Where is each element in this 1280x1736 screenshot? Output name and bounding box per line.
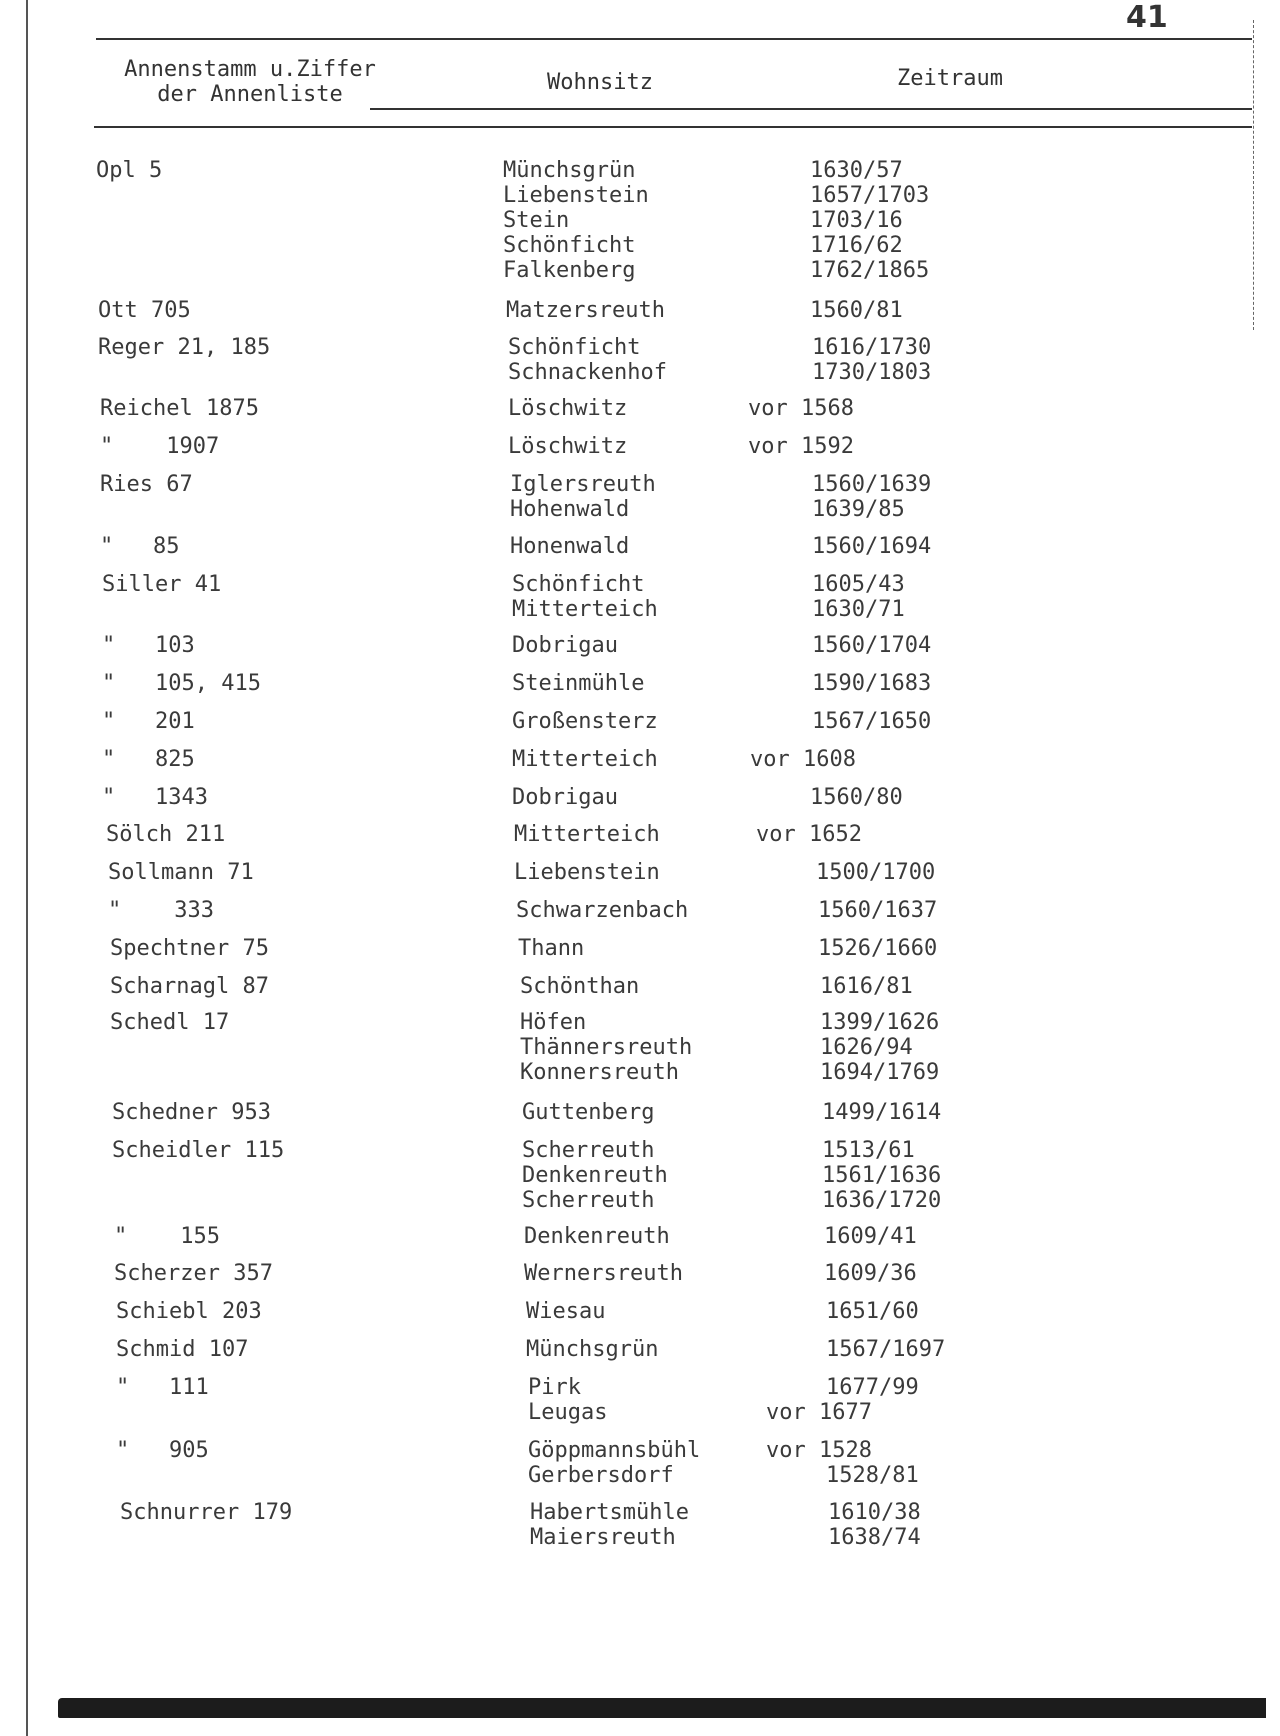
period: 1567/1697 <box>826 1337 946 1362</box>
ancestor-name: Scharnagl 87 <box>110 974 269 999</box>
residence-cell <box>520 974 639 999</box>
residence: Denkenreuth <box>522 1163 668 1188</box>
header-col1-line1: Annenstamm u.Ziffer <box>124 57 376 82</box>
residence: Schönficht <box>512 572 645 597</box>
period: 1513/61 <box>822 1138 915 1163</box>
residence-cell <box>512 709 658 734</box>
ancestor-name: " 1343 <box>102 785 208 810</box>
period-cell <box>752 335 931 385</box>
ancestor-name: " 1907 <box>100 434 220 459</box>
period: 1528/81 <box>826 1463 919 1488</box>
period: 1630/71 <box>812 597 905 622</box>
period: 1560/81 <box>810 298 903 323</box>
period: 1716/62 <box>810 233 903 258</box>
period-cell <box>760 1010 939 1085</box>
period-cell <box>756 860 935 885</box>
header-col3: Zeitraum <box>897 66 1003 91</box>
ancestor-name: Ott 705 <box>98 298 191 323</box>
residence: Konnersreuth <box>520 1060 679 1085</box>
period: 1626/94 <box>820 1035 913 1060</box>
residence: Matzersreuth <box>506 298 665 323</box>
period-cell <box>766 1299 919 1324</box>
residence: Honenwald <box>510 534 630 559</box>
ancestor-name: " 111 <box>116 1375 209 1400</box>
period-cell <box>752 709 931 734</box>
ancestor-name: " 105, 415 <box>102 671 261 696</box>
residence-cell <box>514 860 660 885</box>
period: 1677/99 <box>826 1375 919 1400</box>
period: 1605/43 <box>812 572 905 597</box>
period: 1636/1720 <box>822 1188 942 1213</box>
period: 1500/1700 <box>816 860 936 885</box>
residence-cell <box>512 633 618 658</box>
residence-cell <box>508 434 627 459</box>
period-cell <box>758 936 937 961</box>
period-cell <box>750 785 903 810</box>
residence: Thann <box>518 936 585 961</box>
period: 1399/1626 <box>820 1010 940 1035</box>
header-top-rule <box>96 38 1252 40</box>
period-cell <box>748 396 854 421</box>
header-col2: Wohnsitz <box>547 70 653 95</box>
residence: Mitterteich <box>514 822 660 847</box>
residence: Göppmannsbühl <box>528 1438 701 1463</box>
residence: Gerbersdorf <box>528 1463 674 1488</box>
period: 1560/1694 <box>812 534 932 559</box>
period-cell <box>758 898 937 923</box>
ancestor-name: Sollmann 71 <box>108 860 254 885</box>
period: 1499/1614 <box>822 1100 942 1125</box>
residence-cell <box>514 822 660 847</box>
period-cell <box>762 1100 941 1125</box>
scan-bottom-edge <box>58 1698 1266 1718</box>
period-cell <box>768 1500 921 1550</box>
page-number: 41 <box>1126 0 1168 35</box>
residence: Maiersreuth <box>530 1525 676 1550</box>
residence: Hohenwald <box>510 497 630 522</box>
ancestor-name: " 825 <box>102 747 195 772</box>
header-col1-line2: der Annenliste <box>157 82 343 107</box>
residence-cell <box>508 335 667 385</box>
period: 1616/1730 <box>812 335 932 360</box>
period-cell <box>752 572 905 622</box>
residence: Höfen <box>520 1010 587 1035</box>
ancestor-name: Siller 41 <box>102 572 222 597</box>
period: 1526/1660 <box>818 936 938 961</box>
residence: Schönficht <box>503 233 636 258</box>
ancestor-name: Sölch 211 <box>106 822 226 847</box>
residence-cell <box>516 898 688 923</box>
ancestor-name: Schedl 17 <box>110 1010 230 1035</box>
period: 1610/38 <box>828 1500 921 1525</box>
period: 1703/16 <box>810 208 903 233</box>
residence: Steinmühle <box>512 671 645 696</box>
ancestor-name: " 333 <box>108 898 214 923</box>
ancestor-name: Reger 21, 185 <box>98 335 271 360</box>
residence: Mitterteich <box>512 747 658 772</box>
residence: Scherreuth <box>522 1138 655 1163</box>
period: vor 1568 <box>748 396 854 421</box>
period: 1560/1704 <box>812 633 932 658</box>
header-bottom-rule <box>94 126 1252 128</box>
residence-cell <box>506 298 665 323</box>
ancestor-name: Scheidler 115 <box>112 1138 285 1163</box>
residence: Thännersreuth <box>520 1035 693 1060</box>
residence: Guttenberg <box>522 1100 655 1125</box>
residence: Habertsmühle <box>530 1500 689 1525</box>
residence: Scherreuth <box>522 1188 655 1213</box>
period: 1651/60 <box>826 1299 919 1324</box>
residence: Löschwitz <box>508 434 628 459</box>
ancestor-name: " 155 <box>114 1224 220 1249</box>
period-cell <box>752 472 931 522</box>
residence-cell <box>524 1224 670 1249</box>
residence-cell <box>510 534 629 559</box>
ancestor-name: Reichel 1875 <box>100 396 259 421</box>
residence: Schnackenhof <box>508 360 667 385</box>
period: 1561/1636 <box>822 1163 942 1188</box>
residence: Münchsgrün <box>526 1337 659 1362</box>
period: 1630/57 <box>810 158 903 183</box>
period: 1567/1650 <box>812 709 932 734</box>
ancestor-name: Schiebl 203 <box>116 1299 262 1324</box>
period: vor 1528 <box>766 1438 872 1463</box>
ancestor-name: Schmid 107 <box>116 1337 249 1362</box>
residence: Leugas <box>528 1400 608 1425</box>
ancestor-name: Scherzer 357 <box>114 1261 273 1286</box>
residence: Liebenstein <box>514 860 660 885</box>
residence-cell <box>512 747 658 772</box>
period-cell <box>748 434 854 459</box>
period: vor 1608 <box>750 747 856 772</box>
period-cell <box>762 1138 941 1213</box>
residence-cell <box>522 1138 668 1213</box>
residence-cell <box>512 671 644 696</box>
ancestor-name: " 85 <box>100 534 180 559</box>
period: 1560/1639 <box>812 472 932 497</box>
residence: Wernersreuth <box>524 1261 683 1286</box>
ancestor-name: Ries 67 <box>100 472 193 497</box>
residence: Wiesau <box>526 1299 606 1324</box>
residence: Münchsgrün <box>503 158 636 183</box>
period: 1657/1703 <box>810 183 930 208</box>
residence-cell <box>524 1261 683 1286</box>
period: 1730/1803 <box>812 360 932 385</box>
ancestor-name: " 103 <box>102 633 195 658</box>
residence-cell <box>510 472 656 522</box>
residence-cell <box>522 1100 654 1125</box>
period: 1560/80 <box>810 785 903 810</box>
ancestor-name: Opl 5 <box>96 158 163 183</box>
residence: Großensterz <box>512 709 658 734</box>
period: vor 1677 <box>766 1400 872 1425</box>
residence-cell <box>528 1375 607 1425</box>
residence-cell <box>512 572 658 622</box>
period: 1609/36 <box>824 1261 917 1286</box>
residence-cell <box>512 785 618 810</box>
residence: Mitterteich <box>512 597 658 622</box>
period-cell <box>764 1261 917 1286</box>
residence: Pirk <box>528 1375 581 1400</box>
period-cell <box>752 534 931 559</box>
residence: Dobrigau <box>512 633 618 658</box>
period-cell <box>750 747 856 772</box>
ancestor-name: Spechtner 75 <box>110 936 269 961</box>
page-edge <box>26 0 28 1736</box>
period-cell <box>764 1224 917 1249</box>
period: 1762/1865 <box>810 258 930 283</box>
residence-cell <box>518 936 584 961</box>
residence-cell <box>530 1500 689 1550</box>
period-cell <box>750 158 929 283</box>
residence: Schönthan <box>520 974 640 999</box>
ancestor-name: " 201 <box>102 709 195 734</box>
residence: Löschwitz <box>508 396 628 421</box>
residence: Stein <box>503 208 570 233</box>
period: 1694/1769 <box>820 1060 940 1085</box>
period: vor 1652 <box>756 822 862 847</box>
residence: Falkenberg <box>503 258 636 283</box>
residence: Denkenreuth <box>524 1224 670 1249</box>
period: vor 1592 <box>748 434 854 459</box>
residence: Liebenstein <box>503 183 649 208</box>
period-cell <box>752 671 931 696</box>
period: 1638/74 <box>828 1525 921 1550</box>
period-cell <box>760 974 913 999</box>
period-cell <box>750 298 903 323</box>
header-col1 <box>90 57 410 107</box>
residence-cell <box>508 396 627 421</box>
period-cell <box>766 1438 919 1488</box>
period-cell <box>766 1337 945 1362</box>
residence: Dobrigau <box>512 785 618 810</box>
period: 1590/1683 <box>812 671 932 696</box>
residence: Schwarzenbach <box>516 898 689 923</box>
ancestor-name: " 905 <box>116 1438 209 1463</box>
period-cell <box>756 822 862 847</box>
period: 1560/1637 <box>818 898 938 923</box>
period-cell <box>752 633 931 658</box>
page-edge-marks <box>1252 20 1254 330</box>
period: 1609/41 <box>824 1224 917 1249</box>
ancestor-name: Schedner 953 <box>112 1100 271 1125</box>
header-mid-rule <box>370 108 1252 110</box>
residence: Iglersreuth <box>510 472 656 497</box>
period: 1639/85 <box>812 497 905 522</box>
residence-cell <box>526 1299 605 1324</box>
period-cell <box>766 1375 919 1425</box>
residence: Schönficht <box>508 335 641 360</box>
residence-cell <box>526 1337 658 1362</box>
residence-cell <box>520 1010 692 1085</box>
residence-cell <box>503 158 649 283</box>
period: 1616/81 <box>820 974 913 999</box>
ancestor-name: Schnurrer 179 <box>120 1500 293 1525</box>
residence-cell <box>528 1438 700 1488</box>
